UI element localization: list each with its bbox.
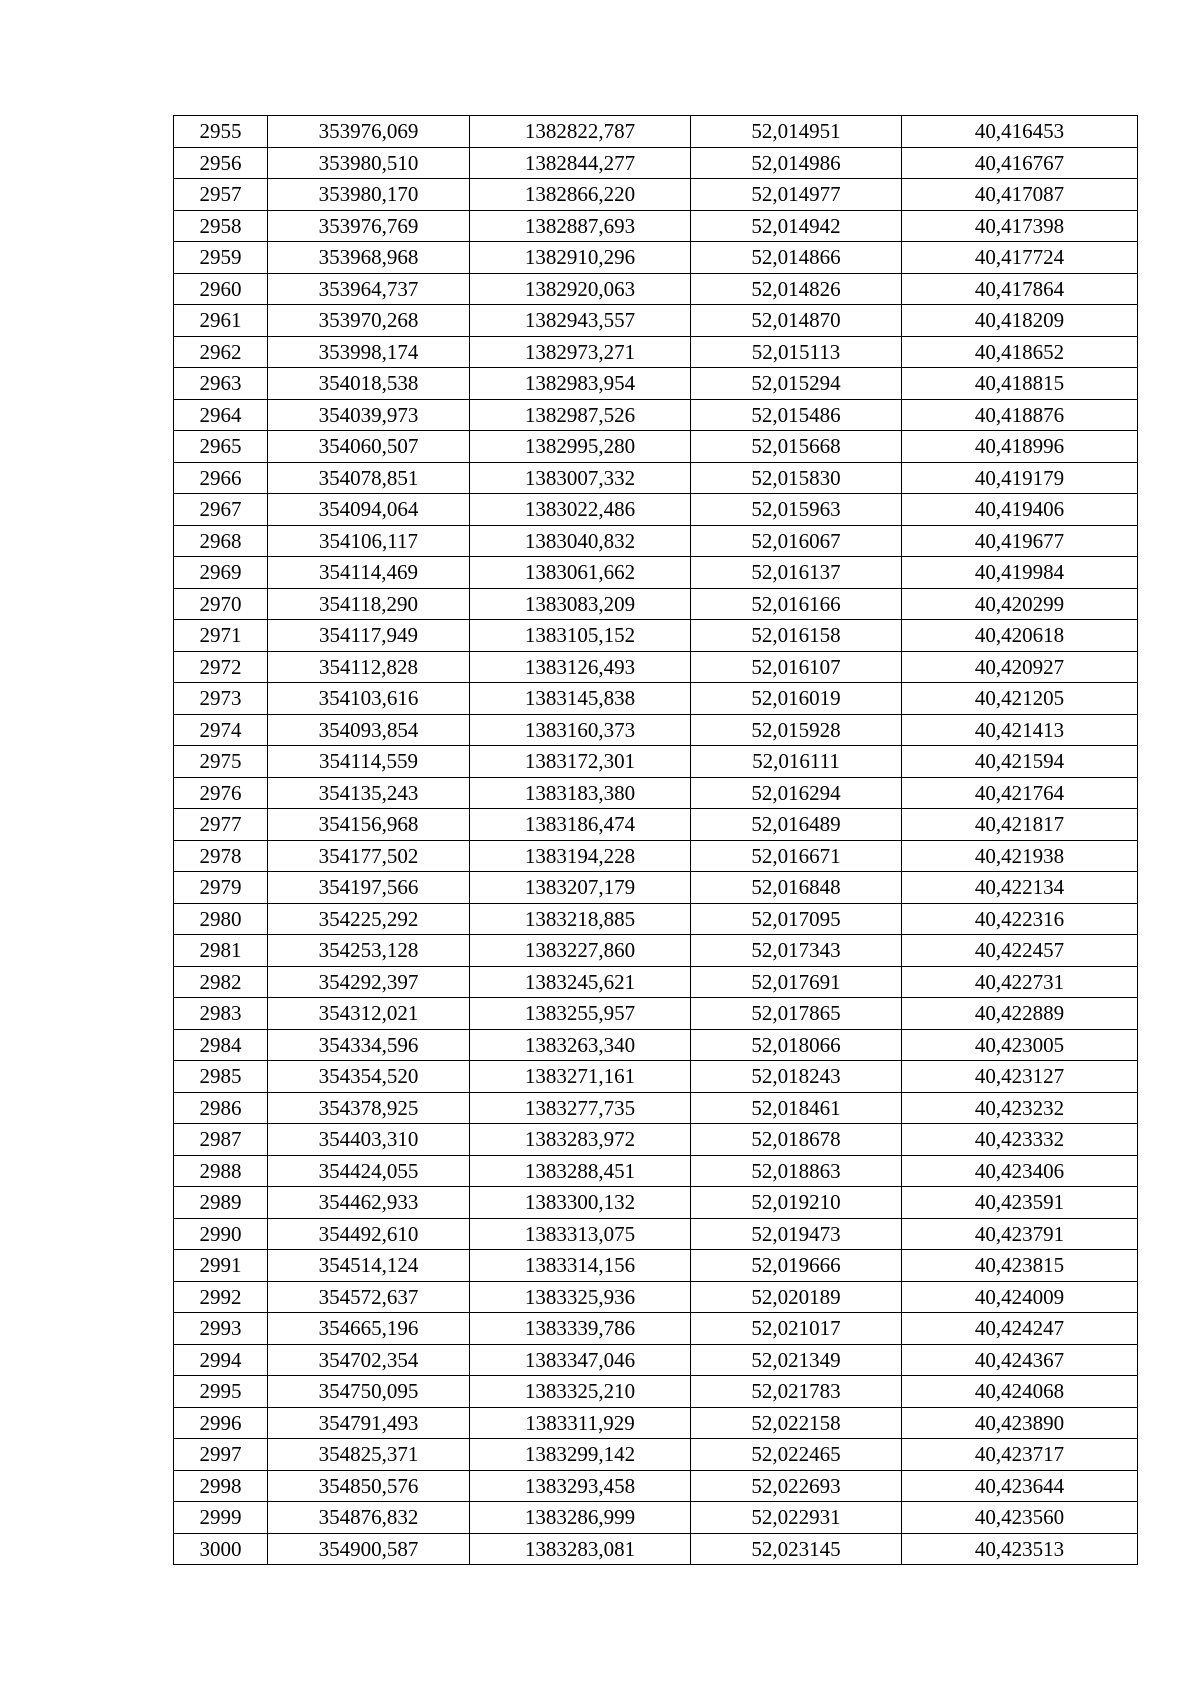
latitude-cell: 40,421764: [902, 777, 1138, 809]
coordinates-table: [173, 115, 1138, 1565]
latitude-cell: 40,421938: [902, 840, 1138, 872]
latitude-cell: 40,423591: [902, 1187, 1138, 1219]
y-coordinate-cell: 1383325,210: [470, 1376, 691, 1408]
point-number-cell: 2989: [174, 1187, 268, 1219]
longitude-cell: 52,015294: [691, 368, 902, 400]
latitude-cell: 40,423560: [902, 1502, 1138, 1534]
latitude-cell: 40,417087: [902, 179, 1138, 211]
table-row: [174, 147, 1138, 179]
point-number-cell: 2974: [174, 714, 268, 746]
x-coordinate-cell: 354156,968: [268, 809, 470, 841]
y-coordinate-cell: 1382910,296: [470, 242, 691, 274]
y-coordinate-cell: 1383288,451: [470, 1155, 691, 1187]
point-number-cell: 2961: [174, 305, 268, 337]
point-number-cell: 2963: [174, 368, 268, 400]
latitude-cell: 40,418996: [902, 431, 1138, 463]
point-number-cell: 2994: [174, 1344, 268, 1376]
y-coordinate-cell: 1383255,957: [470, 998, 691, 1030]
point-number-cell: 2999: [174, 1502, 268, 1534]
point-number-cell: 2964: [174, 399, 268, 431]
x-coordinate-cell: 353976,069: [268, 116, 470, 148]
longitude-cell: 52,017343: [691, 935, 902, 967]
x-coordinate-cell: 354225,292: [268, 903, 470, 935]
latitude-cell: 40,418815: [902, 368, 1138, 400]
y-coordinate-cell: 1383293,458: [470, 1470, 691, 1502]
point-number-cell: 2977: [174, 809, 268, 841]
x-coordinate-cell: 354253,128: [268, 935, 470, 967]
x-coordinate-cell: 354876,832: [268, 1502, 470, 1534]
point-number-cell: 2962: [174, 336, 268, 368]
y-coordinate-cell: 1383083,209: [470, 588, 691, 620]
longitude-cell: 52,022465: [691, 1439, 902, 1471]
table-row: [174, 525, 1138, 557]
point-number-cell: 2969: [174, 557, 268, 589]
point-number-cell: 2957: [174, 179, 268, 211]
point-number-cell: 2968: [174, 525, 268, 557]
table-row: [174, 872, 1138, 904]
y-coordinate-cell: 1383183,380: [470, 777, 691, 809]
point-number-cell: 2982: [174, 966, 268, 998]
table-row: [174, 1313, 1138, 1345]
y-coordinate-cell: 1383061,662: [470, 557, 691, 589]
y-coordinate-cell: 1382844,277: [470, 147, 691, 179]
point-number-cell: 2966: [174, 462, 268, 494]
latitude-cell: 40,423005: [902, 1029, 1138, 1061]
table-row: [174, 966, 1138, 998]
longitude-cell: 52,018461: [691, 1092, 902, 1124]
latitude-cell: 40,423791: [902, 1218, 1138, 1250]
longitude-cell: 52,021349: [691, 1344, 902, 1376]
x-coordinate-cell: 354078,851: [268, 462, 470, 494]
point-number-cell: 2998: [174, 1470, 268, 1502]
table-row: [174, 462, 1138, 494]
latitude-cell: 40,424068: [902, 1376, 1138, 1408]
longitude-cell: 52,019473: [691, 1218, 902, 1250]
table-row: [174, 1439, 1138, 1471]
point-number-cell: 2997: [174, 1439, 268, 1471]
y-coordinate-cell: 1383311,929: [470, 1407, 691, 1439]
point-number-cell: 2981: [174, 935, 268, 967]
y-coordinate-cell: 1383347,046: [470, 1344, 691, 1376]
point-number-cell: 2980: [174, 903, 268, 935]
y-coordinate-cell: 1383245,621: [470, 966, 691, 998]
table-row: [174, 998, 1138, 1030]
table-row: [174, 1124, 1138, 1156]
x-coordinate-cell: 354825,371: [268, 1439, 470, 1471]
longitude-cell: 52,015486: [691, 399, 902, 431]
longitude-cell: 52,022693: [691, 1470, 902, 1502]
y-coordinate-cell: 1383172,301: [470, 746, 691, 778]
x-coordinate-cell: 354354,520: [268, 1061, 470, 1093]
y-coordinate-cell: 1383105,152: [470, 620, 691, 652]
table-row: [174, 777, 1138, 809]
point-number-cell: 2956: [174, 147, 268, 179]
point-number-cell: 2958: [174, 210, 268, 242]
point-number-cell: 2973: [174, 683, 268, 715]
x-coordinate-cell: 354492,610: [268, 1218, 470, 1250]
table-row: [174, 1250, 1138, 1282]
y-coordinate-cell: 1382866,220: [470, 179, 691, 211]
latitude-cell: 40,419984: [902, 557, 1138, 589]
point-number-cell: 2990: [174, 1218, 268, 1250]
x-coordinate-cell: 354665,196: [268, 1313, 470, 1345]
x-coordinate-cell: 353968,968: [268, 242, 470, 274]
table-row: [174, 431, 1138, 463]
point-number-cell: 2972: [174, 651, 268, 683]
y-coordinate-cell: 1383145,838: [470, 683, 691, 715]
longitude-cell: 52,014942: [691, 210, 902, 242]
x-coordinate-cell: 354018,538: [268, 368, 470, 400]
table-row: [174, 210, 1138, 242]
x-coordinate-cell: 354378,925: [268, 1092, 470, 1124]
table-row: [174, 1376, 1138, 1408]
x-coordinate-cell: 354197,566: [268, 872, 470, 904]
point-number-cell: 2976: [174, 777, 268, 809]
longitude-cell: 52,023145: [691, 1533, 902, 1565]
table-row: [174, 903, 1138, 935]
x-coordinate-cell: 354702,354: [268, 1344, 470, 1376]
table-row: [174, 1502, 1138, 1534]
x-coordinate-cell: 354334,596: [268, 1029, 470, 1061]
y-coordinate-cell: 1382943,557: [470, 305, 691, 337]
longitude-cell: 52,016067: [691, 525, 902, 557]
x-coordinate-cell: 354424,055: [268, 1155, 470, 1187]
latitude-cell: 40,424247: [902, 1313, 1138, 1345]
y-coordinate-cell: 1382887,693: [470, 210, 691, 242]
table-row: [174, 1344, 1138, 1376]
table-row: [174, 651, 1138, 683]
latitude-cell: 40,416767: [902, 147, 1138, 179]
table-row: [174, 809, 1138, 841]
table-row: [174, 116, 1138, 148]
longitude-cell: 52,018066: [691, 1029, 902, 1061]
point-number-cell: 2983: [174, 998, 268, 1030]
latitude-cell: 40,423127: [902, 1061, 1138, 1093]
longitude-cell: 52,015928: [691, 714, 902, 746]
y-coordinate-cell: 1383314,156: [470, 1250, 691, 1282]
longitude-cell: 52,016158: [691, 620, 902, 652]
point-number-cell: 2986: [174, 1092, 268, 1124]
y-coordinate-cell: 1383022,486: [470, 494, 691, 526]
latitude-cell: 40,423644: [902, 1470, 1138, 1502]
longitude-cell: 52,018243: [691, 1061, 902, 1093]
point-number-cell: 3000: [174, 1533, 268, 1565]
y-coordinate-cell: 1383218,885: [470, 903, 691, 935]
x-coordinate-cell: 354177,502: [268, 840, 470, 872]
longitude-cell: 52,017691: [691, 966, 902, 998]
latitude-cell: 40,417864: [902, 273, 1138, 305]
point-number-cell: 2995: [174, 1376, 268, 1408]
table-row: [174, 399, 1138, 431]
y-coordinate-cell: 1383263,340: [470, 1029, 691, 1061]
longitude-cell: 52,019666: [691, 1250, 902, 1282]
y-coordinate-cell: 1383007,332: [470, 462, 691, 494]
x-coordinate-cell: 354114,559: [268, 746, 470, 778]
table-row: [174, 840, 1138, 872]
y-coordinate-cell: 1383040,832: [470, 525, 691, 557]
y-coordinate-cell: 1382983,954: [470, 368, 691, 400]
y-coordinate-cell: 1382973,271: [470, 336, 691, 368]
longitude-cell: 52,014870: [691, 305, 902, 337]
table-row: [174, 242, 1138, 274]
table-row: [174, 336, 1138, 368]
table-row: [174, 1092, 1138, 1124]
y-coordinate-cell: 1382987,526: [470, 399, 691, 431]
y-coordinate-cell: 1383283,972: [470, 1124, 691, 1156]
latitude-cell: 40,421413: [902, 714, 1138, 746]
longitude-cell: 52,015963: [691, 494, 902, 526]
longitude-cell: 52,015668: [691, 431, 902, 463]
coordinates-table-body: [174, 116, 1138, 1565]
table-row: [174, 1281, 1138, 1313]
latitude-cell: 40,423890: [902, 1407, 1138, 1439]
table-row: [174, 1533, 1138, 1565]
longitude-cell: 52,014826: [691, 273, 902, 305]
y-coordinate-cell: 1382995,280: [470, 431, 691, 463]
y-coordinate-cell: 1383325,936: [470, 1281, 691, 1313]
table-row: [174, 494, 1138, 526]
y-coordinate-cell: 1383299,142: [470, 1439, 691, 1471]
x-coordinate-cell: 354312,021: [268, 998, 470, 1030]
latitude-cell: 40,418652: [902, 336, 1138, 368]
point-number-cell: 2996: [174, 1407, 268, 1439]
longitude-cell: 52,016111: [691, 746, 902, 778]
longitude-cell: 52,014977: [691, 179, 902, 211]
x-coordinate-cell: 354850,576: [268, 1470, 470, 1502]
y-coordinate-cell: 1383126,493: [470, 651, 691, 683]
longitude-cell: 52,016166: [691, 588, 902, 620]
longitude-cell: 52,016489: [691, 809, 902, 841]
x-coordinate-cell: 354791,493: [268, 1407, 470, 1439]
table-row: [174, 273, 1138, 305]
longitude-cell: 52,016848: [691, 872, 902, 904]
x-coordinate-cell: 354112,828: [268, 651, 470, 683]
x-coordinate-cell: 354039,973: [268, 399, 470, 431]
latitude-cell: 40,420299: [902, 588, 1138, 620]
longitude-cell: 52,016019: [691, 683, 902, 715]
longitude-cell: 52,014866: [691, 242, 902, 274]
latitude-cell: 40,424367: [902, 1344, 1138, 1376]
latitude-cell: 40,422889: [902, 998, 1138, 1030]
y-coordinate-cell: 1383207,179: [470, 872, 691, 904]
x-coordinate-cell: 354900,587: [268, 1533, 470, 1565]
y-coordinate-cell: 1383194,228: [470, 840, 691, 872]
y-coordinate-cell: 1383160,373: [470, 714, 691, 746]
y-coordinate-cell: 1382920,063: [470, 273, 691, 305]
point-number-cell: 2992: [174, 1281, 268, 1313]
table-row: [174, 1218, 1138, 1250]
y-coordinate-cell: 1383227,860: [470, 935, 691, 967]
y-coordinate-cell: 1383271,161: [470, 1061, 691, 1093]
longitude-cell: 52,016294: [691, 777, 902, 809]
table-row: [174, 1187, 1138, 1219]
y-coordinate-cell: 1383286,999: [470, 1502, 691, 1534]
longitude-cell: 52,021017: [691, 1313, 902, 1345]
table-row: [174, 1061, 1138, 1093]
latitude-cell: 40,423513: [902, 1533, 1138, 1565]
x-coordinate-cell: 354750,095: [268, 1376, 470, 1408]
table-row: [174, 368, 1138, 400]
latitude-cell: 40,423717: [902, 1439, 1138, 1471]
x-coordinate-cell: 354103,616: [268, 683, 470, 715]
y-coordinate-cell: 1383277,735: [470, 1092, 691, 1124]
point-number-cell: 2960: [174, 273, 268, 305]
point-number-cell: 2970: [174, 588, 268, 620]
x-coordinate-cell: 353980,170: [268, 179, 470, 211]
table-row: [174, 305, 1138, 337]
x-coordinate-cell: 354117,949: [268, 620, 470, 652]
y-coordinate-cell: 1383300,132: [470, 1187, 691, 1219]
longitude-cell: 52,017095: [691, 903, 902, 935]
table-row: [174, 935, 1138, 967]
latitude-cell: 40,419406: [902, 494, 1138, 526]
x-coordinate-cell: 353964,737: [268, 273, 470, 305]
latitude-cell: 40,422134: [902, 872, 1138, 904]
latitude-cell: 40,418209: [902, 305, 1138, 337]
latitude-cell: 40,419677: [902, 525, 1138, 557]
longitude-cell: 52,018863: [691, 1155, 902, 1187]
longitude-cell: 52,019210: [691, 1187, 902, 1219]
latitude-cell: 40,422316: [902, 903, 1138, 935]
latitude-cell: 40,417724: [902, 242, 1138, 274]
latitude-cell: 40,421594: [902, 746, 1138, 778]
point-number-cell: 2955: [174, 116, 268, 148]
y-coordinate-cell: 1383186,474: [470, 809, 691, 841]
x-coordinate-cell: 354093,854: [268, 714, 470, 746]
point-number-cell: 2965: [174, 431, 268, 463]
latitude-cell: 40,419179: [902, 462, 1138, 494]
longitude-cell: 52,022158: [691, 1407, 902, 1439]
y-coordinate-cell: 1382822,787: [470, 116, 691, 148]
longitude-cell: 52,016107: [691, 651, 902, 683]
longitude-cell: 52,014986: [691, 147, 902, 179]
table-row: [174, 746, 1138, 778]
point-number-cell: 2991: [174, 1250, 268, 1282]
table-row: [174, 1407, 1138, 1439]
latitude-cell: 40,418876: [902, 399, 1138, 431]
point-number-cell: 2971: [174, 620, 268, 652]
x-coordinate-cell: 353970,268: [268, 305, 470, 337]
latitude-cell: 40,423332: [902, 1124, 1138, 1156]
table-row: [174, 557, 1138, 589]
latitude-cell: 40,420927: [902, 651, 1138, 683]
latitude-cell: 40,423815: [902, 1250, 1138, 1282]
longitude-cell: 52,014951: [691, 116, 902, 148]
x-coordinate-cell: 354114,469: [268, 557, 470, 589]
point-number-cell: 2979: [174, 872, 268, 904]
table-row: [174, 620, 1138, 652]
table-row: [174, 714, 1138, 746]
longitude-cell: 52,016671: [691, 840, 902, 872]
x-coordinate-cell: 354462,933: [268, 1187, 470, 1219]
point-number-cell: 2987: [174, 1124, 268, 1156]
x-coordinate-cell: 354135,243: [268, 777, 470, 809]
latitude-cell: 40,424009: [902, 1281, 1138, 1313]
table-row: [174, 1029, 1138, 1061]
table-row: [174, 588, 1138, 620]
table-row: [174, 179, 1138, 211]
x-coordinate-cell: 354060,507: [268, 431, 470, 463]
longitude-cell: 52,016137: [691, 557, 902, 589]
latitude-cell: 40,422731: [902, 966, 1138, 998]
x-coordinate-cell: 354292,397: [268, 966, 470, 998]
x-coordinate-cell: 354403,310: [268, 1124, 470, 1156]
point-number-cell: 2975: [174, 746, 268, 778]
longitude-cell: 52,021783: [691, 1376, 902, 1408]
latitude-cell: 40,417398: [902, 210, 1138, 242]
latitude-cell: 40,422457: [902, 935, 1138, 967]
y-coordinate-cell: 1383339,786: [470, 1313, 691, 1345]
point-number-cell: 2967: [174, 494, 268, 526]
table-row: [174, 1155, 1138, 1187]
x-coordinate-cell: 354094,064: [268, 494, 470, 526]
x-coordinate-cell: 354118,290: [268, 588, 470, 620]
latitude-cell: 40,420618: [902, 620, 1138, 652]
x-coordinate-cell: 353976,769: [268, 210, 470, 242]
x-coordinate-cell: 354106,117: [268, 525, 470, 557]
point-number-cell: 2993: [174, 1313, 268, 1345]
x-coordinate-cell: 353998,174: [268, 336, 470, 368]
x-coordinate-cell: 353980,510: [268, 147, 470, 179]
y-coordinate-cell: 1383313,075: [470, 1218, 691, 1250]
table-row: [174, 683, 1138, 715]
longitude-cell: 52,015830: [691, 462, 902, 494]
point-number-cell: 2988: [174, 1155, 268, 1187]
latitude-cell: 40,423406: [902, 1155, 1138, 1187]
x-coordinate-cell: 354572,637: [268, 1281, 470, 1313]
latitude-cell: 40,421205: [902, 683, 1138, 715]
point-number-cell: 2984: [174, 1029, 268, 1061]
latitude-cell: 40,423232: [902, 1092, 1138, 1124]
longitude-cell: 52,017865: [691, 998, 902, 1030]
latitude-cell: 40,416453: [902, 116, 1138, 148]
longitude-cell: 52,020189: [691, 1281, 902, 1313]
longitude-cell: 52,015113: [691, 336, 902, 368]
table-row: [174, 1470, 1138, 1502]
point-number-cell: 2959: [174, 242, 268, 274]
latitude-cell: 40,421817: [902, 809, 1138, 841]
point-number-cell: 2978: [174, 840, 268, 872]
y-coordinate-cell: 1383283,081: [470, 1533, 691, 1565]
longitude-cell: 52,018678: [691, 1124, 902, 1156]
point-number-cell: 2985: [174, 1061, 268, 1093]
x-coordinate-cell: 354514,124: [268, 1250, 470, 1282]
longitude-cell: 52,022931: [691, 1502, 902, 1534]
